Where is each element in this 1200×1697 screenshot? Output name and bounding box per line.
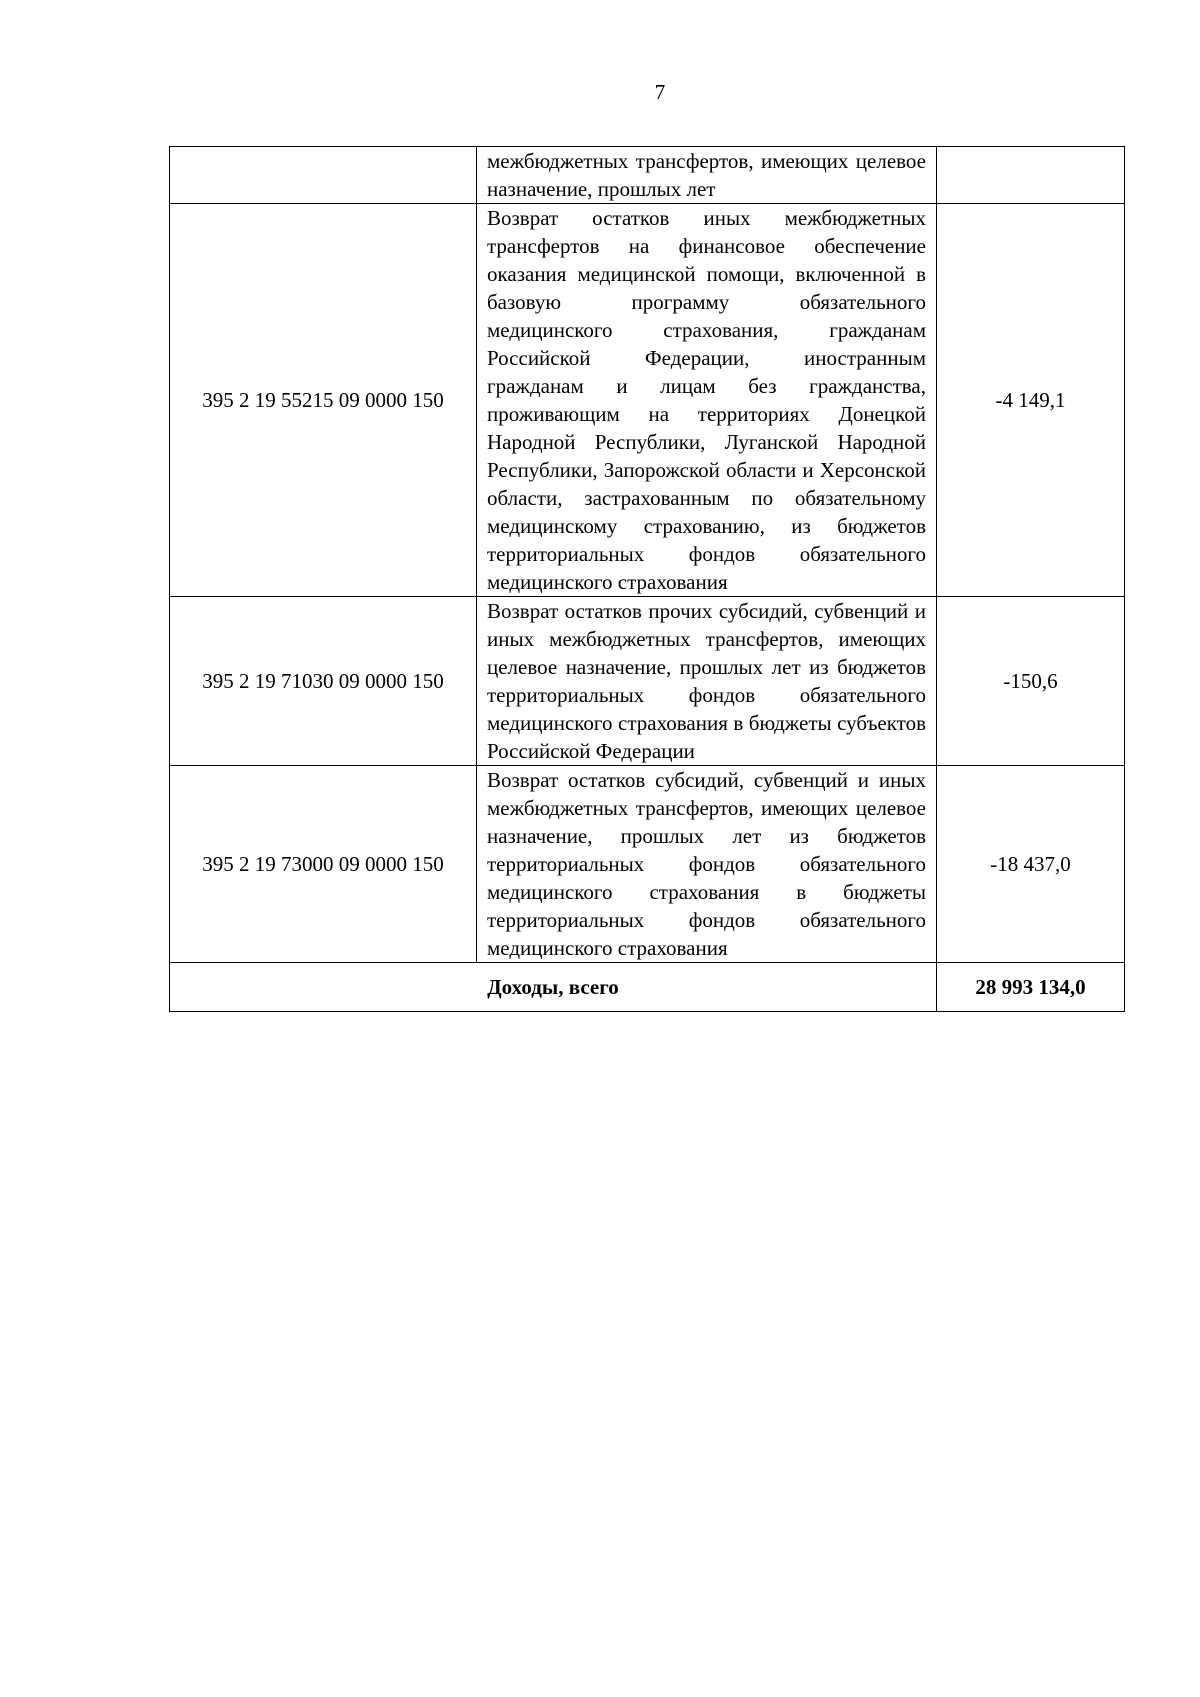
row-amount (937, 147, 1125, 204)
total-row (170, 963, 1125, 1012)
row-code: 395 2 19 55215 09 0000 150 (170, 204, 477, 597)
row-name: межбюджетных трансфертов, имеющих целевое назначение, прошлых лет (477, 147, 937, 204)
row-code: 395 2 19 71030 09 0000 150 (170, 597, 477, 766)
revenue-table (169, 146, 1125, 1012)
row-code: 395 2 19 73000 09 0000 150 (170, 766, 477, 963)
row-name: Возврат остатков прочих субсидий, субвенций и иных межбюджетных трансфертов, имеющих целевое назначение, прошлых лет из бюджетов территориальных фондов обязательного медицинского страхования в бюджеты субъектов Российской Федерации (477, 597, 937, 766)
table-row (170, 597, 1125, 766)
table-row (170, 204, 1125, 597)
page-number: 7 (654, 80, 666, 104)
table-row (170, 147, 1125, 204)
row-amount: -4 149,1 (937, 204, 1125, 597)
row-amount: -18 437,0 (937, 766, 1125, 963)
row-amount: -150,6 (937, 597, 1125, 766)
total-amount: 28 993 134,0 (937, 963, 1125, 1012)
row-name: Возврат остатков субсидий, субвенций и иных межбюджетных трансфертов, имеющих целевое назначение, прошлых лет из бюджетов территориальных фондов обязательного медицинского страхования в бюджеты территориальных фондов обязательного медицинского страхования (477, 766, 937, 963)
table-row (170, 766, 1125, 963)
row-name: Возврат остатков иных межбюджетных трансфертов на финансовое обеспечение оказания медицинской помощи, включенной в базовую программу обязательного медицинского страхования, гражданам Российской Федерации, иностранным гражданам и лицам без гражданства, проживающим на территориях Донецкой Народной Республики, Луганской Народной Республики, Запорожской области и Херсонской области, застрахованным по обязательному медицинскому страхованию, из бюджетов территориальных фондов обязательного медицинского страхования (477, 204, 937, 597)
row-code (170, 147, 477, 204)
total-label: Доходы, всего (170, 963, 937, 1012)
